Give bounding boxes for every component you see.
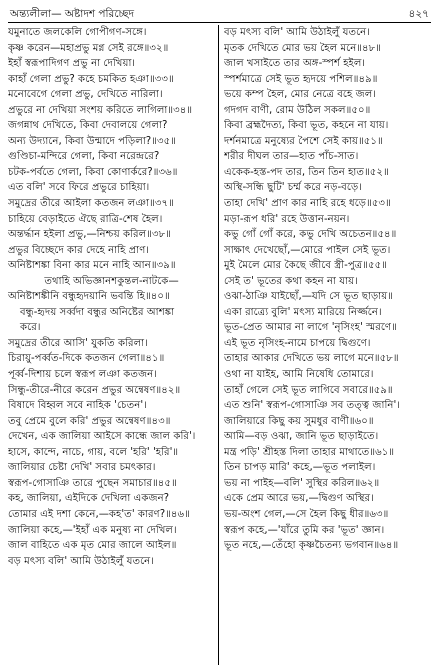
verse-line: কহ, জালিয়া, এইদিকে দেখিলা একজন? [8, 493, 170, 505]
verse-line: তোমার এই দশা কেনে,—কহ'ত' কারণ?॥৪৬॥ [8, 508, 190, 520]
verse-line: কিবা ব্রহ্মদৈত্য, কিবা ভূত, কহনে না যায়। [224, 120, 389, 132]
verse-line: হাসে, কান্দে, নাচে, গায়, বলে 'হরি' 'হরি'॥ [8, 446, 179, 458]
verse-line: বিষাদে বিহ্বল সবে নাহিক 'চেতন'। [8, 400, 147, 412]
two-column-body [8, 25, 431, 665]
verse-line: স্বরূপ কহে,—'যাঁরে তুমি কর 'ভূত' জ্ঞান। [224, 524, 385, 536]
verse-line: অনিষ্টাশঙ্কীনি বন্ধুহৃদয়ানি ভবন্তি হি॥৪০॥ [8, 291, 170, 303]
verse-line: কভু গোঁ গোঁ করে, কভু দেখি অচেতন॥৫৪॥ [224, 229, 397, 241]
verse-line: মন্ত্র পড়ি' শ্রীহস্ত দিলা তাহার মাথাতে॥৬১॥ [224, 446, 395, 458]
verse-line: চিরায়ু-পর্ব্বত-দিকে কতজন গেলা॥৪১॥ [8, 353, 165, 365]
verse-line: সাক্ষাৎ দেখেছোঁ,—মোরে পাইল সেই ভূত। [224, 244, 391, 256]
verse-line: এত শুনি' স্বরূপ-গোসাঞি সব তত্ত্ব জানি'। [224, 400, 400, 412]
verse-line: অনিষ্টাশঙ্কা বিনা কার মনে নাহি আন॥৩৯॥ [8, 260, 176, 272]
verse-line: শরীর দীঘল তার—হাত পাঁচ-সাত। [224, 151, 359, 163]
verse-line: অন্য উদ্যানে, কিবা উন্মাদে পড়িলা?॥৩৫॥ [8, 135, 176, 147]
verse-line: বন্ধু-হৃদয় সর্ব্বদা বন্ধুর অনিষ্টের আশঙ্কা [20, 306, 175, 318]
verse-line: গদগদ বাণী, রোম উঠিল সকল॥৫০॥ [224, 104, 371, 116]
verse-line: ওঝা-ঠাঞি যাইছোঁ,—যদি সে ভূত ছাড়ায়॥ [224, 291, 393, 303]
verse-line: পূর্ব্ব-দিশায় চলে স্বরূপ লঞা কতজন। [8, 369, 157, 381]
verse-line: জালিয়ারে কিছু কয় সুমধুর বাণী॥৬০॥ [224, 415, 374, 427]
verse-line: তবু প্রেমে বুলে করি' প্রভুর অন্বেষণ॥৪৩॥ [8, 415, 171, 427]
right-column [219, 25, 431, 665]
verse-line: তাহার আকার দেখিতে ভয় লাগে মনে॥৫৮॥ [224, 353, 399, 365]
verse-line: একা রাত্র্যে বুলি' মৎস্য মারিয়ে নির্জ্জনে। [224, 306, 382, 318]
verse-line: তথাহি অভিজ্ঞানশকুন্তল-নাটকে— [44, 275, 179, 287]
verse-line: যমুনাতে জলকেলি গোপীগণ-সঙ্গে। [8, 27, 147, 38]
verse-line: অন্তর্দ্ধান হইলা প্রভু,—নিশ্চয় করিল॥৩৮॥ [8, 229, 171, 241]
verse-line: দর্শনমাত্রে মনুষ্যের পৈশে সেই কায়॥৫১॥ [224, 135, 383, 147]
verse-line: সেই ত' ভূতের কথা কহন না যায়। [224, 275, 358, 287]
verse-line: প্রভুর বিচ্ছেদে কার দেহে নাহি প্রাণ। [8, 244, 150, 256]
verse-line: ভয়-অংশ গেল,—সে হৈল কিছু ধীর॥৬৩॥ [224, 508, 389, 520]
verse-line: তাহাঁ গেলে সেই ভূত লাগিবে সবারে॥৫৯॥ [224, 384, 393, 396]
verse-line: জালিয়ার চেষ্টা দেখি' সবার চমৎকার। [8, 462, 156, 474]
verse-line: মুই মৈলে মোর কৈছে জীবে স্ত্রী-পুত্র॥৫৫॥ [224, 260, 388, 272]
verse-line: চটক-পর্বতে গেলা, কিবা কোণার্করে?॥৩৬॥ [8, 166, 178, 178]
verse-line: করে। [20, 322, 41, 334]
verse-line: জাল বাহিতে এক মৃত মোর জালে আইল॥ [8, 540, 177, 552]
verse-line: ভূত-প্রেত আমার না লাগে 'নৃসিংহ' স্মরণে॥ [224, 322, 397, 334]
verse-line: সমুদ্রের তীরে আইলা কতজন লঞা॥৩৭॥ [8, 198, 174, 210]
verse-line: সিন্ধু-তীরে-নীরে করেন প্রভুর অন্বেষণ॥৪২॥ [8, 384, 181, 396]
verse-line: জালিয়া কহে,—'ইহাঁ এক মনুষ্য না দেখিল। [8, 524, 177, 536]
verse-line: একেক-হস্ত-পদ তার, তিন তিন হাত॥৫২॥ [224, 166, 389, 178]
verse-line: ভয়ে কম্প হৈল, মোর নেত্রে বহে জল। [224, 89, 376, 101]
running-header [8, 6, 431, 23]
verse-line: চাহিয়ে বেড়াইতে ঐছে রাত্রি-শেষ হৈল। [8, 213, 163, 225]
verse-line: প্রভুরে না দেখিয়া সংশয় করিতে লাগিলা॥৩৪॥ [8, 104, 193, 116]
verse-line: মৃতক দেখিতে মোর ভয় হৈল মনে॥৪৮॥ [224, 42, 382, 54]
verse-line: বড় মৎস্য বলি' আমি উঠাইলুঁ যতনে। [224, 27, 370, 38]
verse-line: স্পর্শমাত্রে সেই ভূত হৃদয়ে পশিল॥৪৯॥ [224, 73, 378, 85]
verse-line: সমুদ্রের তীরে আসি' যুকতি করিলা। [8, 337, 148, 349]
verse-line: কৃষ্ণ করেন—মহাপ্রভু মগ্ন সেই রঙ্গে॥৩২॥ [8, 42, 169, 54]
verse-line: স্বরূপ-গোসাঞি তারে পুছেন সমাচার॥৪৫॥ [8, 477, 177, 489]
verse-line: ভূত নহে,—তেঁহো কৃষ্ণচৈতন্য ভগবান॥৬৪॥ [224, 540, 399, 552]
verse-line: বড় মৎস্য বলি' আমি উঠাইলুঁ যতনে। [8, 555, 154, 567]
page-number: ৪২৭ [408, 8, 429, 20]
verse-line: ইহাঁ স্বরূপাদিগণ প্রভু না দেখিয়া। [8, 58, 136, 70]
verse-line: তাহা দেখি' প্রাণ কার নাহি রহে ধড়ে॥৫৩॥ [224, 198, 391, 210]
verse-line: ওথা না যাইহ, আমি নিষেধি তোমারে। [224, 369, 374, 381]
verse-line: গুণ্ডিচা-মন্দিরে গেলা, কিবা নরেন্দ্ররে? [8, 151, 160, 163]
verse-line: মনোবেগে গেলা প্রভু, দেখিতে নারিলা। [8, 89, 163, 101]
verse-line: এত বলি' সবে ফিরে প্রভুরে চাহিয়া। [8, 182, 150, 194]
verse-line: তিন চাপড় মারি' কহে,—ভূত পলাইল। [224, 462, 376, 474]
verse-line: অস্থি-সন্ধি ছুটি' চর্ম্ম করে নড়-বড়ে। [224, 182, 362, 194]
verse-line: জাল খসাইতে তার অঙ্গ-স্পর্শ হইল। [224, 58, 366, 70]
verse-line: জগন্নাথ দেখিতে, কিবা দেবালয়ে গেলা? [8, 120, 168, 132]
chapter-heading: অন্ত্যলীলা— অষ্টাদশ পরিচ্ছেদ [10, 8, 134, 20]
verse-line: কাহাঁ গেলা প্রভু? কহে চমকিত হঞা॥৩৩॥ [8, 73, 174, 85]
verse-line: দেখেন, এক জালিয়া আইসে কান্ধে জাল করি'। [8, 431, 196, 443]
verse-line: একে প্রেম আরে ভয়,—দ্বিগুণ অস্থির। [224, 493, 374, 505]
left-column [8, 25, 218, 665]
verse-line: ভয় না পাইহ—বলি' সুস্থির করিল॥৬২॥ [224, 477, 380, 489]
verse-line: মড়া-রূপ ধরি' রহে উত্তান-নয়ন। [224, 213, 350, 225]
verse-line: আমি—বড় ওঝা, জানি ভূত ছাড়াইতে। [224, 431, 379, 443]
verse-line: এই ভূত নৃসিংহ-নামে চাপয়ে দ্বিগুণে। [224, 337, 371, 349]
